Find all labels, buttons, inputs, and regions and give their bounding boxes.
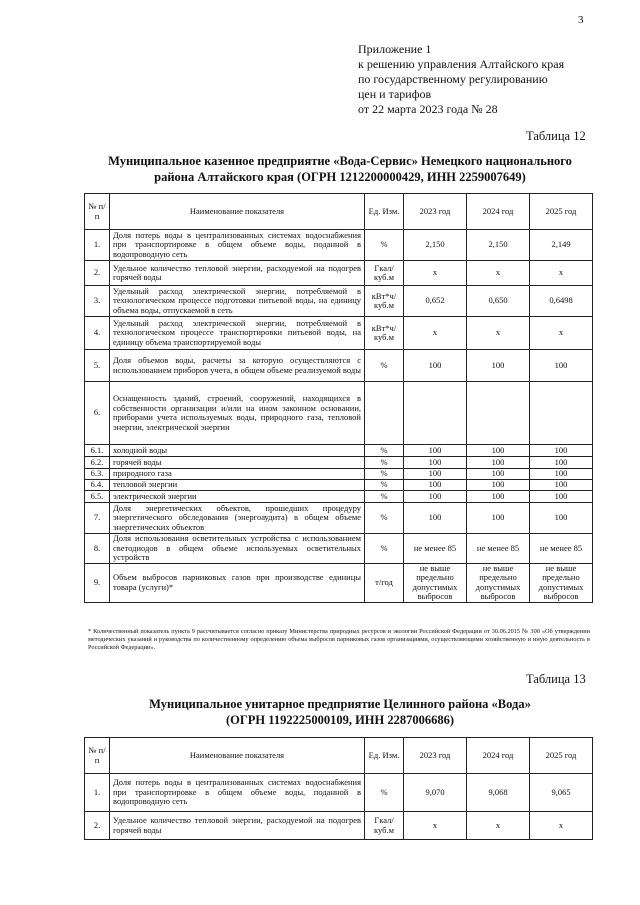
row-value-2025: 100 bbox=[530, 491, 593, 503]
row-number: 6.5. bbox=[85, 491, 110, 503]
row-value-2025 bbox=[530, 382, 593, 445]
table13 bbox=[84, 737, 593, 840]
row-unit: % bbox=[365, 480, 404, 491]
header-name: Наименование показателя bbox=[110, 194, 365, 230]
row-value-2023: 100 bbox=[404, 480, 467, 491]
row-value-2025: 100 bbox=[530, 445, 593, 457]
row-value-2025: 100 bbox=[530, 350, 593, 382]
row-number: 1. bbox=[85, 230, 110, 261]
row-indicator-name: тепловой энергии bbox=[110, 480, 365, 491]
table-row bbox=[85, 812, 593, 840]
row-indicator-name: Доля объемов воды, расчеты за которую осуществляются с использованием приборов учета, в общем объеме реализуемой воды bbox=[110, 350, 365, 382]
row-value-2025: 2,149 bbox=[530, 230, 593, 261]
row-value-2023: 100 bbox=[404, 469, 467, 480]
header-2025: 2025 год bbox=[530, 194, 593, 230]
row-unit: Гкал/ куб.м bbox=[365, 261, 404, 286]
row-unit: Гкал/ куб.м bbox=[365, 812, 404, 840]
row-value-2023: 0,652 bbox=[404, 286, 467, 317]
row-value-2025: 100 bbox=[530, 480, 593, 491]
table-row bbox=[85, 503, 593, 534]
row-value-2023: 100 bbox=[404, 457, 467, 469]
row-unit: т/год bbox=[365, 563, 404, 602]
row-number: 8. bbox=[85, 534, 110, 564]
header-2023: 2023 год bbox=[404, 738, 467, 774]
row-indicator-name: Удельное количество тепловой энергии, расходуемой на подогрев горячей воды bbox=[110, 812, 365, 840]
header-2025: 2025 год bbox=[530, 738, 593, 774]
appendix-line: цен и тарифов bbox=[358, 87, 432, 101]
appendix-line: к решению управления Алтайского края bbox=[358, 57, 565, 71]
header-number: № п/п bbox=[85, 738, 110, 774]
row-value-2023: х bbox=[404, 261, 467, 286]
row-indicator-name: горячей воды bbox=[110, 457, 365, 469]
row-value-2024: 100 bbox=[467, 445, 530, 457]
row-number: 4. bbox=[85, 317, 110, 350]
table-row bbox=[85, 317, 593, 350]
row-indicator-name: Доля потерь воды в централизованных системах водоснабжения при транспортировке в общем объеме воды, поданной в водопроводную сеть bbox=[110, 230, 365, 261]
row-value-2024: х bbox=[467, 317, 530, 350]
table12-title-line: Муниципальное казенное предприятие «Вода-Сервис» Немецкого национального bbox=[108, 154, 572, 168]
table12-title-line: района Алтайского края (ОГРН 1212200000429, ИНН 2259007649) bbox=[154, 170, 526, 184]
row-value-2024: 100 bbox=[467, 457, 530, 469]
table13-title-line: Муниципальное унитарное предприятие Целинного района «Вода» bbox=[149, 697, 531, 711]
table-row bbox=[85, 491, 593, 503]
appendix-line: Приложение 1 bbox=[358, 42, 432, 56]
row-unit: кВт*ч/ куб.м bbox=[365, 317, 404, 350]
appendix-block bbox=[358, 42, 564, 117]
row-indicator-name: природного газа bbox=[110, 469, 365, 480]
row-number: 1. bbox=[85, 774, 110, 812]
row-number: 9. bbox=[85, 563, 110, 602]
row-value-2024: 100 bbox=[467, 480, 530, 491]
page-number: 3 bbox=[578, 14, 584, 26]
table12 bbox=[84, 193, 593, 603]
table12-label: Таблица 12 bbox=[526, 129, 586, 143]
header-number: № п/п bbox=[85, 194, 110, 230]
row-value-2024 bbox=[467, 382, 530, 445]
row-value-2024: 0,650 bbox=[467, 286, 530, 317]
table-row bbox=[85, 230, 593, 261]
row-unit: % bbox=[365, 469, 404, 480]
row-unit: % bbox=[365, 491, 404, 503]
row-value-2024: 100 bbox=[467, 503, 530, 534]
table-row bbox=[85, 457, 593, 469]
table-row bbox=[85, 382, 593, 445]
row-value-2023 bbox=[404, 382, 467, 445]
header-name: Наименование показателя bbox=[110, 738, 365, 774]
row-value-2024: 100 bbox=[467, 469, 530, 480]
row-value-2023: 2,150 bbox=[404, 230, 467, 261]
table13-title-line: (ОГРН 1192225000109, ИНН 2287006686) bbox=[225, 713, 455, 727]
row-number: 6.1. bbox=[85, 445, 110, 457]
row-value-2023: 100 bbox=[404, 350, 467, 382]
table-row bbox=[85, 445, 593, 457]
table-row bbox=[85, 534, 593, 564]
row-value-2023: не выше предельно допустимых выбросов bbox=[404, 563, 467, 602]
row-value-2025: х bbox=[530, 812, 593, 840]
row-unit: % bbox=[365, 534, 404, 564]
table-row bbox=[85, 286, 593, 317]
row-number: 6.3. bbox=[85, 469, 110, 480]
row-indicator-name: Объем выбросов парниковых газов при производстве единицы товара (услуги)* bbox=[110, 563, 365, 602]
row-value-2024: 2,150 bbox=[467, 230, 530, 261]
row-unit: % bbox=[365, 230, 404, 261]
row-value-2024: х bbox=[467, 812, 530, 840]
table-row bbox=[85, 774, 593, 812]
row-value-2023: 100 bbox=[404, 491, 467, 503]
row-indicator-name: Доля энергетических объектов, прошедших процедуру энергетического обследования (энергоаудита) в общем объеме энергетических объектов bbox=[110, 503, 365, 534]
row-indicator-name: Доля потерь воды в централизованных системах водоснабжения при транспортировке в общем объеме воды, поданной в водопроводную сеть bbox=[110, 774, 365, 812]
header-2024: 2024 год bbox=[467, 194, 530, 230]
appendix-line: по государственному регулированию bbox=[358, 72, 548, 86]
row-number: 6.4. bbox=[85, 480, 110, 491]
row-value-2023: 9,070 bbox=[404, 774, 467, 812]
row-value-2023: 100 bbox=[404, 503, 467, 534]
table12-title bbox=[40, 153, 640, 185]
table-row bbox=[85, 563, 593, 602]
row-value-2025: х bbox=[530, 317, 593, 350]
row-unit: % bbox=[365, 445, 404, 457]
table-row bbox=[85, 350, 593, 382]
row-indicator-name: Удельное количество тепловой энергии, расходуемой на подогрев горячей воды bbox=[110, 261, 365, 286]
header-2024: 2024 год bbox=[467, 738, 530, 774]
table13-label: Таблица 13 bbox=[526, 672, 586, 686]
row-indicator-name: Удельный расход электрической энергии, потребляемой в технологическом процессе подготовки питьевой воды, на единицу объема воды, отпускаемой в сеть bbox=[110, 286, 365, 317]
row-indicator-name: Доля использования осветительных устройства с использованием светодиодов в общем объеме используемых осветительных устройств bbox=[110, 534, 365, 564]
table-row bbox=[85, 469, 593, 480]
row-value-2024: не выше предельно допустимых выбросов bbox=[467, 563, 530, 602]
row-number: 7. bbox=[85, 503, 110, 534]
row-unit: % bbox=[365, 503, 404, 534]
row-indicator-name: Удельный расход электрической энергии, потребляемой в технологическом процессе транспортировки питьевой воды, на единицу объема транспортируемой воды bbox=[110, 317, 365, 350]
row-unit: % bbox=[365, 350, 404, 382]
appendix-line: от 22 марта 2023 года № 28 bbox=[358, 102, 498, 116]
row-value-2025: не выше предельно допустимых выбросов bbox=[530, 563, 593, 602]
row-value-2024: 9,068 bbox=[467, 774, 530, 812]
row-number: 6. bbox=[85, 382, 110, 445]
row-value-2025: 9,065 bbox=[530, 774, 593, 812]
row-value-2025: 100 bbox=[530, 503, 593, 534]
row-value-2025: х bbox=[530, 261, 593, 286]
row-value-2025: 0,6498 bbox=[530, 286, 593, 317]
row-value-2023: х bbox=[404, 317, 467, 350]
row-unit: % bbox=[365, 457, 404, 469]
row-indicator-name: холодной воды bbox=[110, 445, 365, 457]
row-unit bbox=[365, 382, 404, 445]
table12-footnote: * Количественный показатель пункта 9 рассчитывается согласно приказу Министерства природных ресурсов и экологии Российской Федерации от 30.06.2015 № 300 «Об утверждении методических указаний и руководства по количественному определению объема выбросов парниковых газов организациями, осуществляющими хозяйственную и иную деятельность в Российской Федерации». bbox=[88, 628, 590, 652]
row-number: 2. bbox=[85, 812, 110, 840]
header-unit: Ед. Изм. bbox=[365, 738, 404, 774]
row-value-2023: 100 bbox=[404, 445, 467, 457]
row-value-2025: 100 bbox=[530, 457, 593, 469]
header-2023: 2023 год bbox=[404, 194, 467, 230]
row-unit: % bbox=[365, 774, 404, 812]
row-value-2023: х bbox=[404, 812, 467, 840]
row-number: 2. bbox=[85, 261, 110, 286]
row-value-2024: 100 bbox=[467, 491, 530, 503]
row-value-2025: не менее 85 bbox=[530, 534, 593, 564]
row-value-2023: не менее 85 bbox=[404, 534, 467, 564]
row-value-2025: 100 bbox=[530, 469, 593, 480]
header-unit: Ед. Изм. bbox=[365, 194, 404, 230]
row-value-2024: 100 bbox=[467, 350, 530, 382]
row-number: 6.2. bbox=[85, 457, 110, 469]
row-value-2024: не менее 85 bbox=[467, 534, 530, 564]
table-row bbox=[85, 261, 593, 286]
row-indicator-name: Оснащенность зданий, строений, сооружений, находящихся в собственности организации и/или на ином законном основании, приборами учета используемых воды, природного газа, тепловой энергии, электрической энергии bbox=[110, 382, 365, 445]
table-row bbox=[85, 480, 593, 491]
row-number: 5. bbox=[85, 350, 110, 382]
table13-title bbox=[40, 696, 640, 728]
row-number: 3. bbox=[85, 286, 110, 317]
row-value-2024: х bbox=[467, 261, 530, 286]
row-unit: кВт*ч/ куб.м bbox=[365, 286, 404, 317]
row-indicator-name: электрической энергии bbox=[110, 491, 365, 503]
